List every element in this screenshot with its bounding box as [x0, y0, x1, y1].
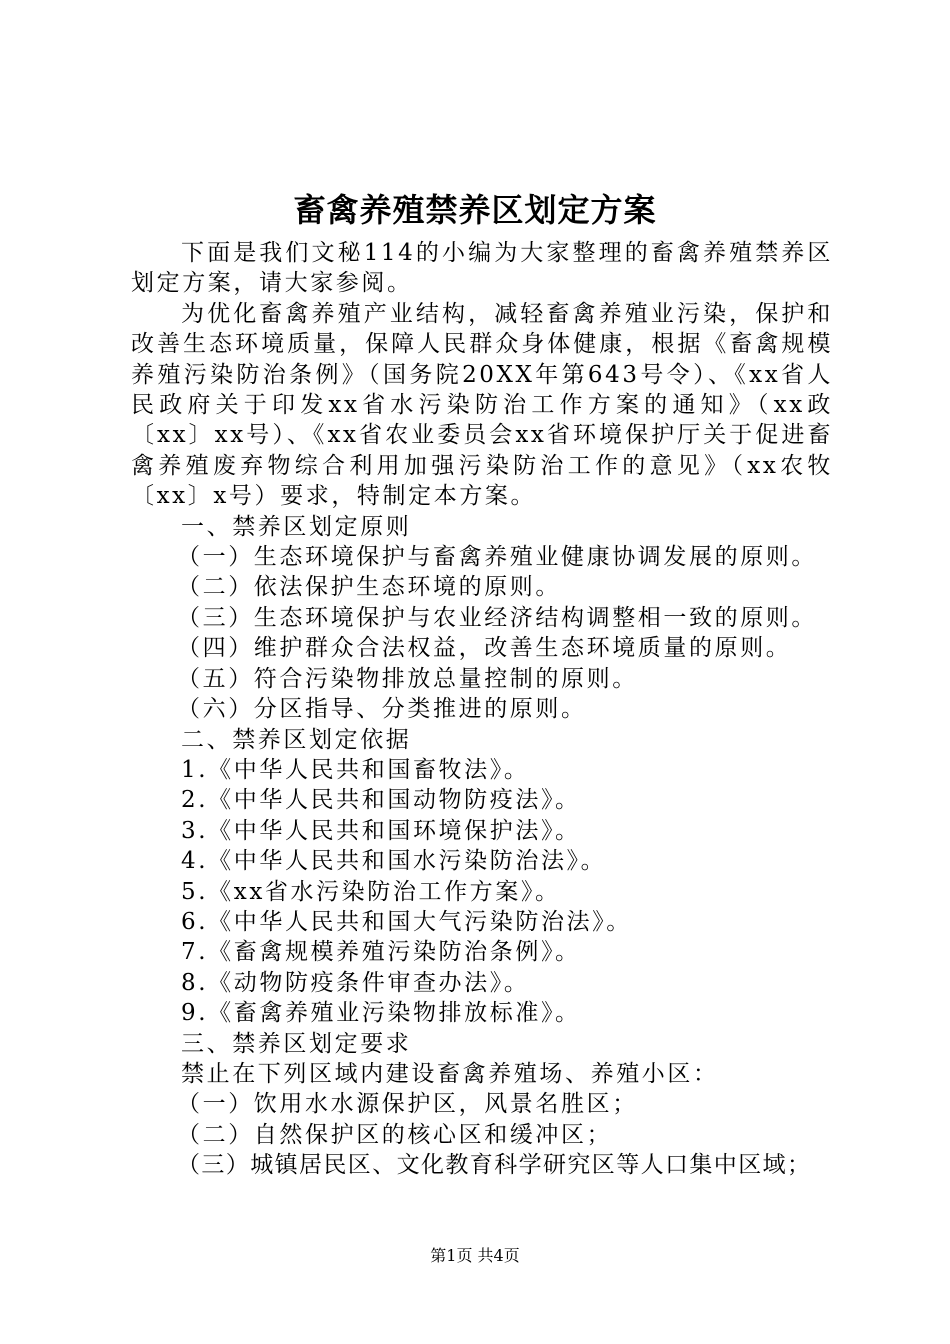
basis-item: 6.《中华人民共和国大气污染防治法》。 [181, 908, 632, 935]
basis-item: 8.《动物防疫条件审查办法》。 [181, 969, 530, 996]
basis-item: 4.《中华人民共和国水污染防治法》。 [181, 848, 607, 875]
basis-item: 5.《xx省水污染防治工作方案》。 [181, 878, 561, 905]
purpose-paragraph: 为优化畜禽养殖产业结构，减轻畜禽养殖业污染，保护和改善生态环境质量，保障人民群众身体健康，根据《畜禽规模养殖污染防治条例》（国务院20XX年第643号令）、《xx省人民政府关于印发xx省水污染防治工作方案的通知》（xx政〔xx〕xx号）、《xx省农业委员会xx省环境保护厅关于促进畜禽养殖废弃物综合利用加强污染防治工作的意见》（xx农牧〔xx〕x号）要求，特制定本方案。 [131, 300, 833, 510]
basis-item: 7.《畜禽规模养殖污染防治条例》。 [181, 939, 581, 966]
requirement-item: （二）自然保护区的核心区和缓冲区； [177, 1121, 613, 1148]
principle-item: （二）依法保护生态环境的原则。 [177, 574, 561, 601]
principle-item: （四）维护群众合法权益，改善生态环境质量的原则。 [177, 635, 792, 662]
section-heading-requirements: 三、禁养区划定要求 [181, 1030, 412, 1057]
principle-item: （五）符合污染物排放总量控制的原则。 [177, 665, 638, 692]
requirements-lead: 禁止在下列区域内建设畜禽养殖场、养殖小区： [181, 1060, 719, 1087]
principle-item: （三）生态环境保护与农业经济结构调整相一致的原则。 [177, 604, 817, 631]
basis-item: 9.《畜禽养殖业污染物排放标准》。 [181, 1000, 581, 1027]
intro-paragraph: 下面是我们文秘114的小编为大家整理的畜禽养殖禁养区划定方案，请大家参阅。 [131, 240, 833, 297]
document-body [131, 238, 833, 1181]
principle-item: （一）生态环境保护与畜禽养殖业健康协调发展的原则。 [177, 544, 817, 571]
requirement-item: （一）饮用水水源保护区，风景名胜区； [177, 1091, 638, 1118]
basis-item: 2.《中华人民共和国动物防疫法》。 [181, 787, 581, 814]
document-title: 畜禽养殖禁养区划定方案 [293, 191, 657, 229]
basis-item: 3.《中华人民共和国环境保护法》。 [181, 817, 581, 844]
requirement-item: （三）城镇居民区、文化教育科学研究区等人口集中区域； [177, 1152, 812, 1179]
basis-item: 1.《中华人民共和国畜牧法》。 [181, 756, 530, 783]
principle-item: （六）分区指导、分类推进的原则。 [177, 696, 587, 723]
page-number: 第1页 共4页 [430, 1246, 520, 1265]
section-heading-principles: 一、禁养区划定原则 [181, 513, 412, 540]
section-heading-basis: 二、禁养区划定依据 [181, 726, 412, 753]
